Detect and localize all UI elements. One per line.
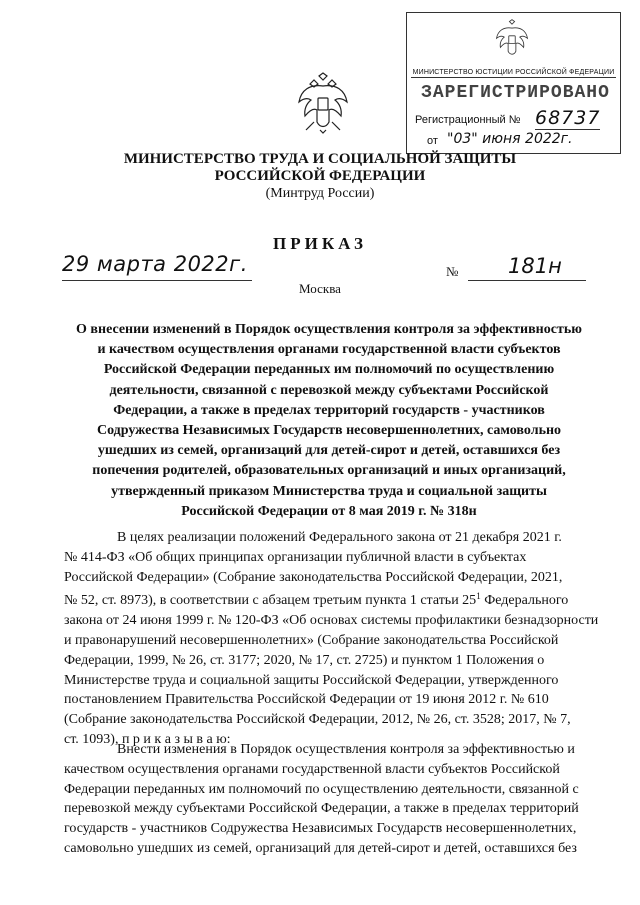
order-city: Москва (299, 281, 341, 296)
body-line: и правонарушений несовершеннолетних» (Собрание законодательства Российской (64, 632, 559, 648)
superscript: 1 (476, 591, 481, 602)
body-line: ст. 1093), п р и к а з ы в а ю: (64, 731, 231, 747)
body-line: закона от 24 июня 1999 г. № 120-ФЗ «Об основах системы профилактики безнадзорности (64, 613, 599, 629)
body-line: В целях реализации положений Федерального закона от 21 декабря 2021 г. (117, 530, 562, 545)
document-heading (44, 320, 614, 522)
body-line-with-sup (64, 587, 614, 611)
stamp-reg-label: Регистрационный № (415, 114, 521, 126)
body-line: качеством осуществления органами государственной власти субъектов Российской (64, 761, 560, 777)
ministry-title-line1: МИНИСТЕРСТВО ТРУДА И СОЦИАЛЬНОЙ ЗАЩИТЫ (123, 151, 517, 167)
heading-line: О внесении изменений в Порядок осуществления контроля за эффективностью (76, 322, 582, 337)
body-line: постановлением Правительства Российской Федерации от 19 июня 2012 г. № 610 (64, 692, 549, 708)
stamp-date-value: "03" июня 2022г. (447, 131, 573, 147)
heading-line: деятельности, связанной с перевозкой между субъектами Российской (109, 382, 549, 398)
body-line: перевозкой между субъектами Российской Федерации, а также в пределах территорий (64, 801, 579, 817)
order-number: 181н (508, 254, 562, 278)
body-line: государств - участников Содружества Независимых Государств несовершеннолетних, (64, 821, 577, 837)
coat-of-arms-icon (296, 72, 350, 134)
heading-line: Российской Федерации переданных им полномочий по осуществлению (103, 362, 555, 378)
body-line: Российской Федерации» (Собрание законодательства Российской Федерации, 2021, (64, 569, 563, 585)
heading-line: попечения родителей, образовательных организаций и иных организаций, (92, 463, 566, 479)
ministry-short-name: (Минтруд России) (265, 186, 375, 201)
paragraph-directive (64, 740, 614, 859)
body-line: Федерации переданных им полномочий по осуществлению деятельности, связанной с (64, 781, 579, 797)
heading-line: и качеством осуществления органами государственной власти субъектов (97, 342, 561, 358)
order-date: 29 марта 2022г. (62, 252, 248, 276)
body-line: № 414-ФЗ «Об общих принципах организации публичной власти в субъектах (64, 549, 527, 565)
body-line-text-tail: Федерального (480, 593, 569, 609)
stamp-ministry: МИНИСТЕРСТВО ЮСТИЦИИ РОССИЙСКОЙ ФЕДЕРАЦИИ (412, 69, 615, 76)
body-line: Министерстве труда и социальной защиты Российской Федерации, утвержденного (64, 672, 559, 688)
heading-line: ушедших из семей, организаций для детей-сирот и детей, оставшихся без (97, 443, 561, 459)
body-line: Федерации, 1999, № 26, ст. 3177; 2020, № 17, ст. 2725) и пунктом 1 Положения о (64, 652, 545, 668)
paragraph-preamble (64, 528, 614, 750)
stamp-reg-number: 68737 (535, 107, 601, 129)
ministry-title-line2: РОССИЙСКОЙ ФЕДЕРАЦИИ (214, 168, 426, 184)
heading-line: Российской Федерации от 8 мая 2019 г. № 318н (181, 503, 477, 519)
order-title: ПРИКАЗ (273, 234, 367, 253)
body-line: Внести изменения в Порядок осуществления контроля за эффективностью и (117, 742, 575, 757)
stamp-emblem-icon (493, 19, 531, 59)
heading-line: Содружества Независимых Государств несовершеннолетних, самовольно (96, 423, 562, 439)
stamp-registered: ЗАРЕГИСТРИРОВАНО (421, 83, 610, 103)
body-line-text: № 52, ст. 8973), в соответствии с абзацем третьим пункта 1 статьи 25 (64, 593, 477, 609)
order-number-label: № (446, 264, 459, 279)
registration-stamp (406, 12, 621, 154)
body-line: (Собрание законодательства Российской Федерации, 2012, № 26, ст. 3528; 2017, № 7, (64, 712, 571, 728)
body-line: самовольно ушедших из семей, организаций для детей-сирот и детей, оставшихся без (64, 840, 577, 856)
stamp-date-label: от (427, 135, 438, 147)
heading-line: Федерации, а также в пределах территорий государств - участников (113, 402, 545, 418)
heading-line: утвержденный приказом Министерства труда и социальной защиты (111, 483, 547, 499)
